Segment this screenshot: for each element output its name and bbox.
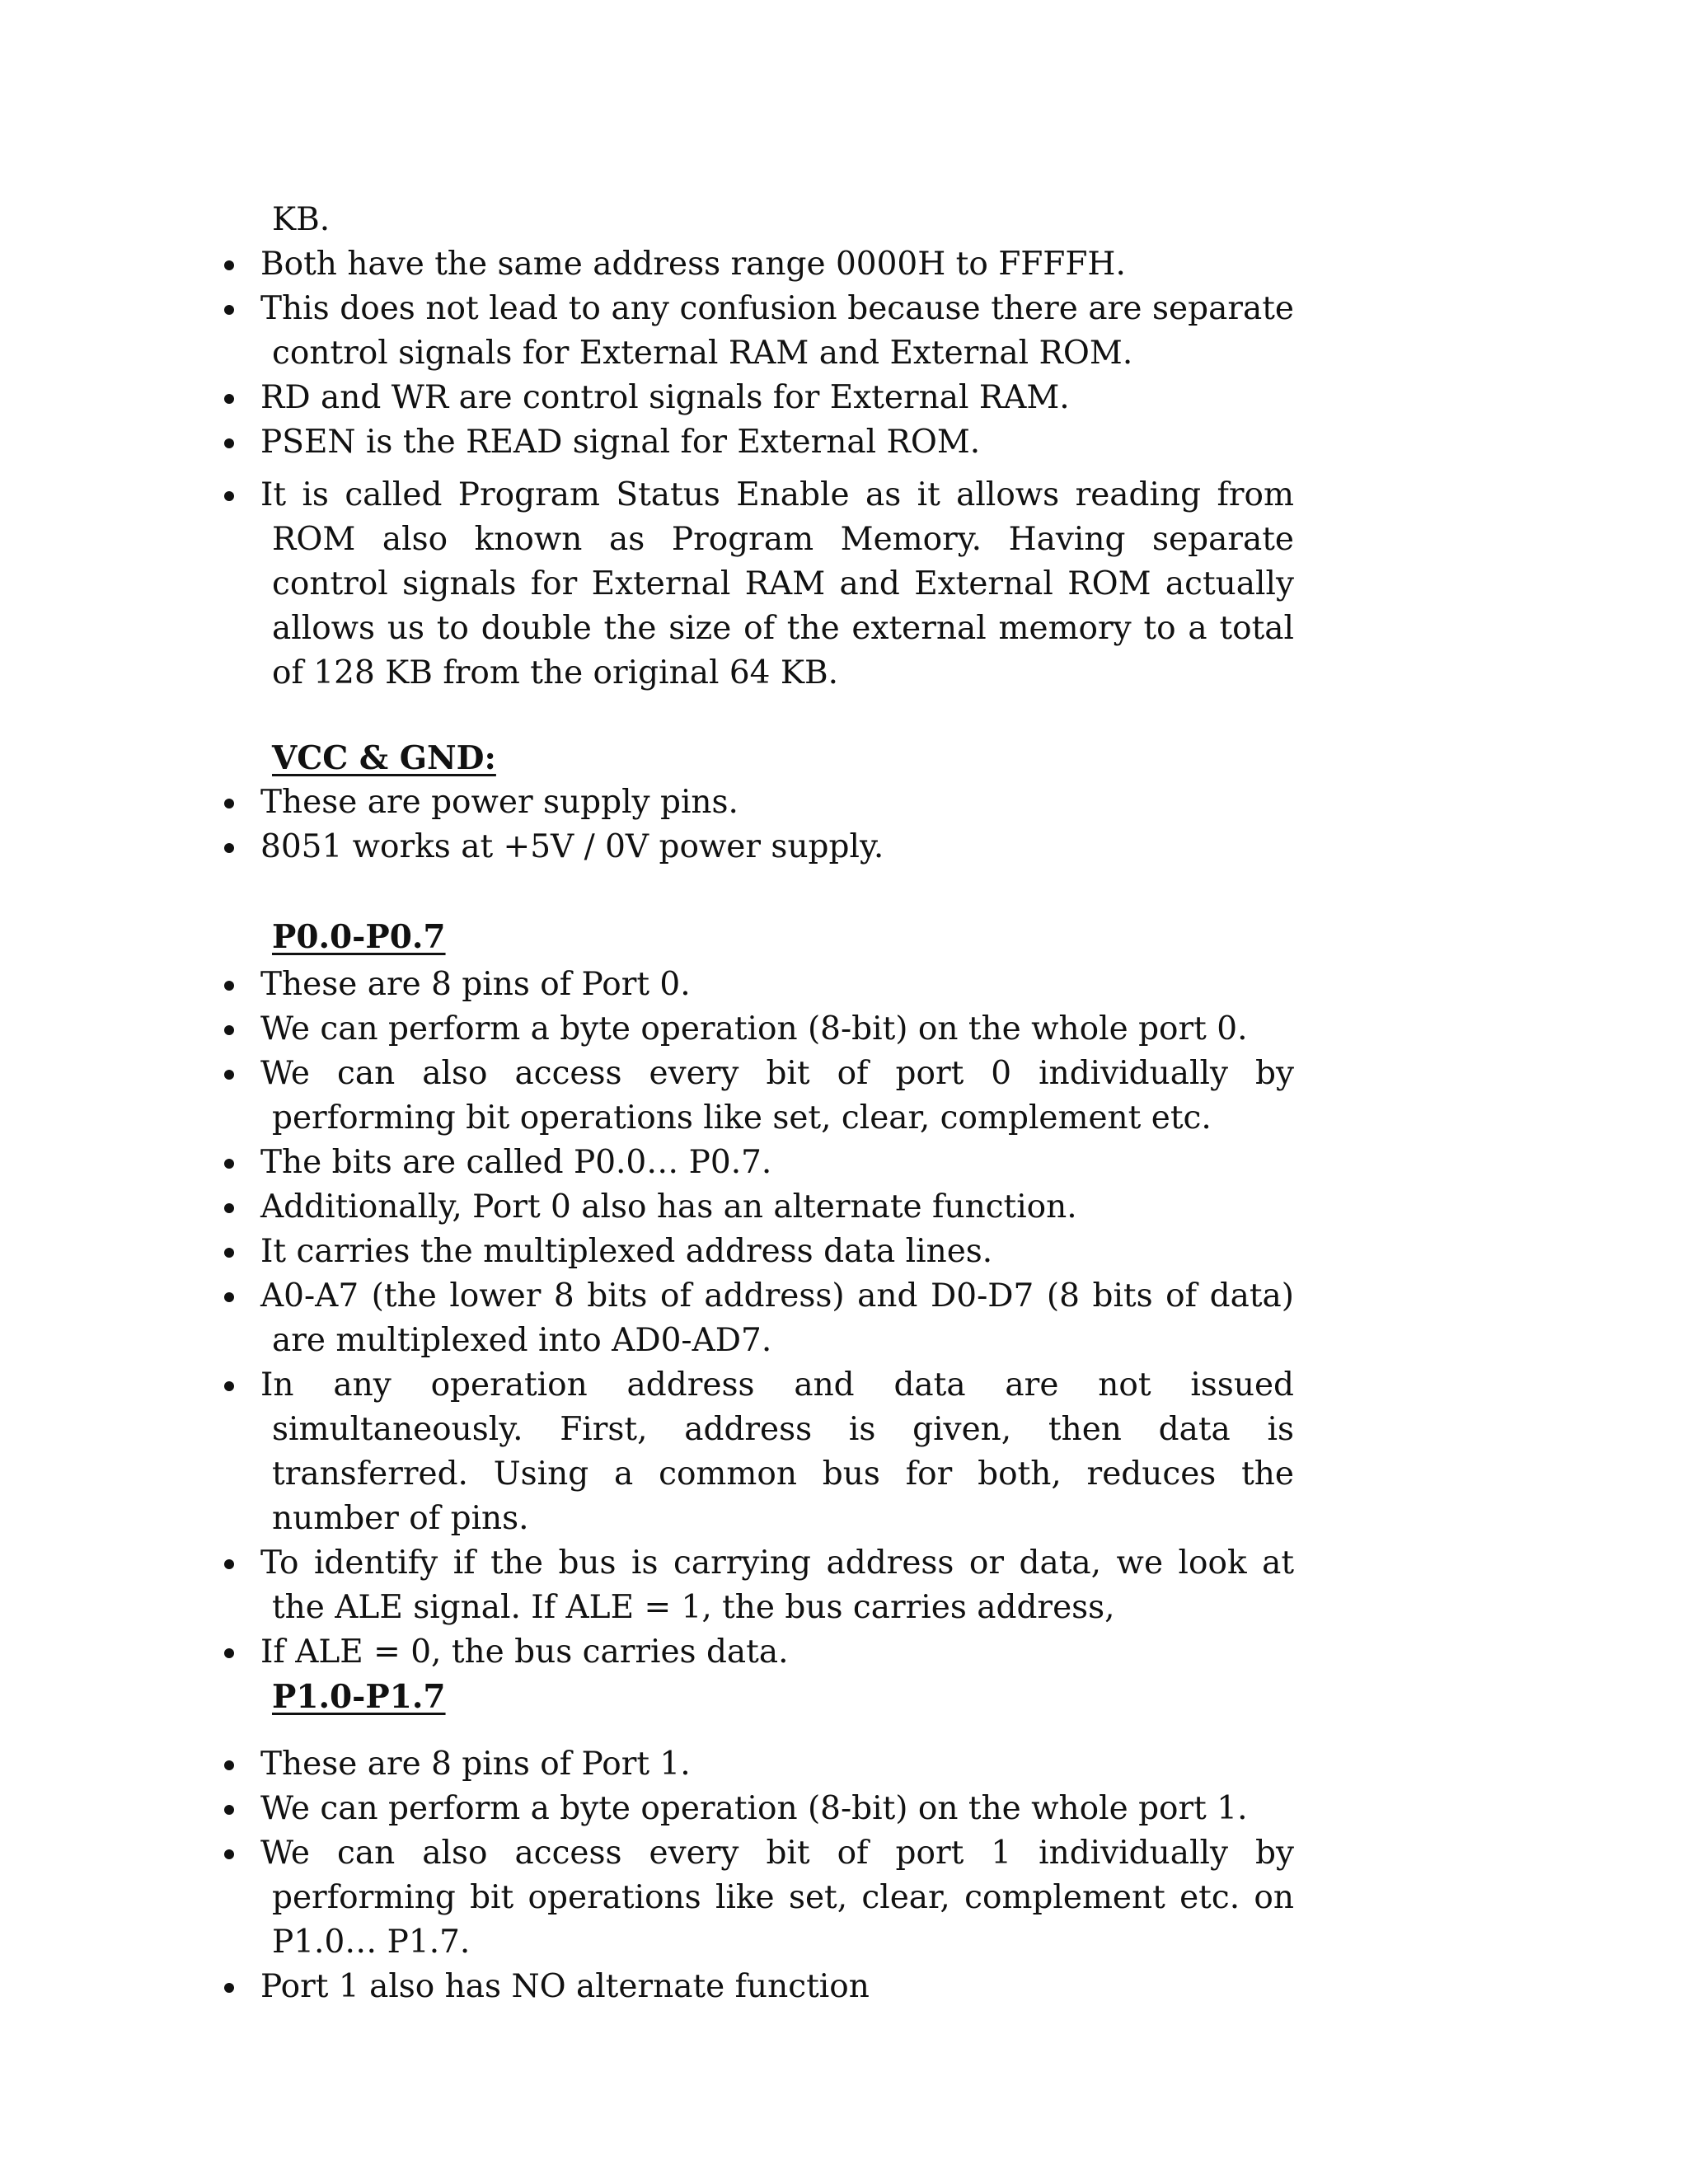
list-item: PSEN is the READ signal for External ROM.	[223, 420, 1294, 465]
list-item: Both have the same address range 0000H to FFFFH.	[223, 242, 1294, 287]
bullet-icon	[224, 438, 234, 448]
list-item: It carries the multiplexed address data lines.	[223, 1230, 1294, 1274]
bullet-icon	[224, 491, 234, 501]
list-item: 8051 works at +5V / 0V power supply.	[223, 825, 1294, 869]
bullet-icon	[224, 981, 234, 991]
bullet-icon	[224, 1159, 234, 1169]
bullet-list-port0	[223, 963, 1294, 1675]
bullet-icon	[224, 1805, 234, 1815]
bullet-list-vcc-gnd	[223, 780, 1294, 869]
list-item: RD and WR are control signals for External RAM.	[223, 376, 1294, 420]
bullet-list-port1	[223, 1742, 1294, 2009]
bullet-icon	[224, 1381, 234, 1391]
bullet-icon	[224, 1983, 234, 1993]
bullet-icon	[224, 394, 234, 404]
list-item: A0-A7 (the lower 8 bits of address) and D0-D7 (8 bits of data) are multiplexed into AD0-AD7.	[223, 1274, 1294, 1363]
bullet-icon	[224, 1025, 234, 1035]
list-item: If ALE = 0, the bus carries data.	[223, 1630, 1294, 1675]
bullet-icon	[224, 843, 234, 853]
bullet-icon	[224, 1248, 234, 1258]
bullet-icon	[224, 260, 234, 270]
section-heading-port0: P0.0-P0.7	[272, 918, 446, 956]
list-item: The bits are called P0.0… P0.7.	[223, 1141, 1294, 1185]
list-item: These are 8 pins of Port 1.	[223, 1742, 1294, 1787]
list-item: Port 1 also has NO alternate function	[223, 1965, 1294, 2009]
list-item: In any operation address and data are not issued simultaneously. First, address is given, then data is transferred. Using a common bus for both, reduces the number of pins.	[223, 1363, 1294, 1541]
list-item: We can also access every bit of port 0 individually by performing bit operations like set, clear, complement etc.	[223, 1052, 1294, 1141]
bullet-list-psen	[223, 473, 1294, 696]
bullet-icon	[224, 1559, 234, 1569]
list-item: It is called Program Status Enable as it allows reading from ROM also known as Program Memory. Having separate control signals for External RAM and External ROM actually allows us to double the size of the external memory to a total of 128 KB from the original 64 KB.	[223, 473, 1294, 696]
continuation-text: KB.	[272, 201, 331, 238]
list-item: We can perform a byte operation (8-bit) on the whole port 1.	[223, 1787, 1294, 1831]
bullet-icon	[224, 305, 234, 315]
bullet-icon	[224, 1070, 234, 1080]
bullet-icon	[224, 1648, 234, 1658]
list-item: We can perform a byte operation (8-bit) on the whole port 0.	[223, 1007, 1294, 1052]
bullet-icon	[224, 1849, 234, 1859]
bullet-icon	[224, 1760, 234, 1770]
list-item: We can also access every bit of port 1 individually by performing bit operations like set, clear, complement etc. on P1.0… P1.7.	[223, 1831, 1294, 1965]
list-item: To identify if the bus is carrying address or data, we look at the ALE signal. If ALE = 1, the bus carries address,	[223, 1541, 1294, 1630]
bullet-list-external-memory	[223, 242, 1294, 465]
list-item: These are 8 pins of Port 0.	[223, 963, 1294, 1007]
section-heading-port1: P1.0-P1.7	[272, 1678, 446, 1716]
bullet-icon	[224, 1292, 234, 1302]
bullet-icon	[224, 1203, 234, 1213]
section-heading-vcc-gnd: VCC & GND:	[272, 739, 496, 777]
list-item: This does not lead to any confusion because there are separate control signals for External RAM and External ROM.	[223, 287, 1294, 376]
list-item: These are power supply pins.	[223, 780, 1294, 825]
bullet-icon	[224, 799, 234, 808]
list-item: Additionally, Port 0 also has an alternate function.	[223, 1185, 1294, 1230]
